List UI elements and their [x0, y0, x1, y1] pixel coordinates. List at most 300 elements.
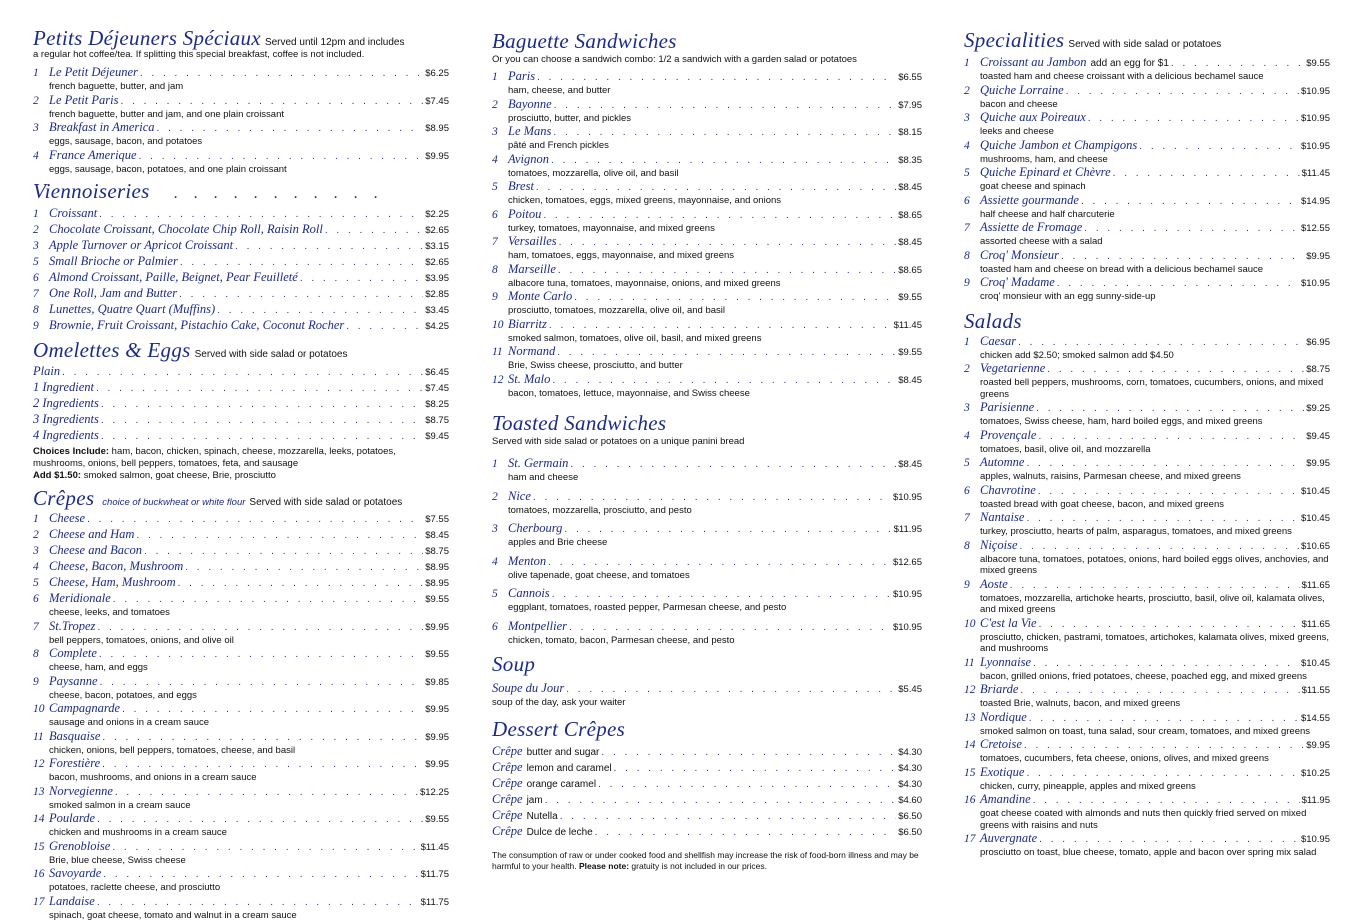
- item-description: chicken, onions, bell peppers, tomatoes, cheese, and basil: [33, 745, 449, 757]
- item-name-text: Chavrotine: [980, 483, 1036, 497]
- menu-item-row: [964, 765, 1330, 781]
- item-price: $6.55: [898, 71, 922, 85]
- section-heading: Salads: [964, 309, 1022, 333]
- item-number: 2: [964, 362, 980, 376]
- item-name-text: Plain: [33, 364, 60, 378]
- item-price: $11.45: [1302, 167, 1330, 181]
- section-heading: Soup: [492, 652, 535, 676]
- item-description: leeks and cheese: [964, 126, 1330, 138]
- item-name: [33, 412, 99, 426]
- item-list: [492, 456, 922, 646]
- item-number: 9: [33, 319, 49, 333]
- menu-item-row: [492, 776, 922, 792]
- item-name: [49, 318, 344, 332]
- item-description: toasted Brie, walnuts, bacon, and mixed greens: [964, 698, 1330, 710]
- item-name: [49, 559, 183, 573]
- item-price: $5.45: [898, 683, 922, 697]
- item-name: [980, 165, 1111, 179]
- item-name-text: Quiche Epinard et Chèvre: [980, 165, 1111, 179]
- menu-item-row: [33, 756, 449, 772]
- dot-leader: [552, 374, 896, 388]
- item-description: chicken, tomatoes, eggs, mixed greens, mayonnaise, and onions: [492, 195, 922, 207]
- menu-item-row: [492, 152, 922, 168]
- item-name: [508, 124, 551, 138]
- dot-leader: [101, 430, 423, 444]
- item-description: eggs, sausage, bacon, potatoes, and one plain croissant: [33, 164, 449, 176]
- menu-item: [964, 483, 1330, 511]
- menu-item: [33, 701, 449, 729]
- item-name: [508, 262, 556, 276]
- dot-leader: [1026, 457, 1304, 471]
- item-name-text: Basquaise: [49, 729, 100, 743]
- item-description: chicken, tomato, bacon, Parmesan cheese, and pesto: [492, 635, 922, 647]
- menu-item: [33, 254, 449, 270]
- item-name: [49, 286, 177, 300]
- item-name: [980, 737, 1022, 751]
- item-name: [49, 839, 110, 853]
- item-number: 6: [964, 194, 980, 208]
- section-heading: Toasted Sandwiches: [492, 411, 666, 435]
- item-name: [980, 616, 1037, 630]
- dot-leader: [1038, 430, 1304, 444]
- item-price: $6.95: [1306, 336, 1330, 350]
- item-price: $9.45: [425, 430, 449, 444]
- menu-item-row: [492, 344, 922, 360]
- item-name-text: Provençale: [980, 428, 1036, 442]
- item-name-text: St. Malo: [508, 372, 550, 386]
- item-name-text: 3 Ingredients: [33, 412, 99, 426]
- menu-item: [33, 396, 449, 412]
- item-name-text: Paris: [508, 69, 535, 83]
- dot-leader: [178, 577, 424, 591]
- item-name-text: Niçoise: [980, 538, 1018, 552]
- item-name-text: Croq' Monsieur: [980, 248, 1059, 262]
- item-name-text: Le Petit Paris: [49, 93, 118, 107]
- dot-leader: [564, 523, 891, 537]
- section-note: Served with side salad or potatoes: [249, 497, 402, 508]
- menu-item-row: [33, 543, 449, 559]
- menu-item-row: [964, 400, 1330, 416]
- item-price: $9.95: [425, 703, 449, 717]
- dot-leader: [1039, 833, 1299, 847]
- item-price: $11.45: [421, 841, 449, 855]
- item-name: [49, 270, 298, 284]
- item-number: 3: [492, 522, 508, 536]
- item-name-text: 1 Ingredient: [33, 380, 94, 394]
- menu-item: [492, 521, 922, 549]
- item-name: [49, 65, 138, 79]
- item-name-text: Nantaise: [980, 510, 1024, 524]
- item-price: $10.95: [1301, 140, 1330, 154]
- item-number: 2: [33, 223, 49, 237]
- item-price: $12.55: [1301, 222, 1330, 236]
- item-name-text: Cheese and Ham: [49, 527, 134, 541]
- item-description: ham and cheese: [492, 472, 922, 484]
- item-price: $12.25: [420, 786, 449, 800]
- item-name-text: Le Mans: [508, 124, 551, 138]
- menu-item: [33, 148, 449, 176]
- menu-item: [33, 894, 449, 921]
- menu-item: [33, 591, 449, 619]
- item-name-text: Lyonnaise: [980, 655, 1031, 669]
- dot-leader: [1033, 794, 1300, 808]
- section-heading: Specialities: [964, 28, 1064, 52]
- item-number: 5: [33, 576, 49, 590]
- footer-note-text: gratuity is not included in our prices.: [631, 861, 767, 871]
- item-description: bell peppers, tomatoes, onions, and olive oil: [33, 635, 449, 647]
- menu-item: [492, 586, 922, 614]
- item-number: 7: [33, 287, 49, 301]
- menu-item-row: [964, 455, 1330, 471]
- item-price: $6.50: [898, 810, 922, 824]
- dot-leader: [1024, 739, 1304, 753]
- item-name: [980, 138, 1137, 152]
- menu-item-row: [492, 554, 922, 570]
- item-name: [980, 455, 1024, 469]
- section-petits-dejeuners: [33, 28, 449, 175]
- omelette-choices: [33, 446, 449, 482]
- dot-leader: [62, 366, 423, 380]
- item-name: [508, 179, 534, 193]
- item-name-text: Cheese: [49, 511, 85, 525]
- menu-item-row: [492, 808, 922, 824]
- item-description: prosciutto, tomatoes, mozzarella, olive oil, and basil: [492, 305, 922, 317]
- dot-leader: [1113, 167, 1300, 181]
- item-price: $7.45: [425, 95, 449, 109]
- menu-item: [492, 207, 922, 235]
- menu-item-row: [964, 248, 1330, 264]
- dot-leader: [574, 291, 896, 305]
- dot-leader: [1171, 57, 1304, 71]
- item-price: $8.25: [425, 398, 449, 412]
- item-number: 15: [964, 766, 980, 780]
- item-list: [33, 206, 449, 334]
- section-heading: Petits Déjeuners Spéciaux: [33, 26, 261, 50]
- item-number: 9: [33, 675, 49, 689]
- menu-item-row: [964, 616, 1330, 632]
- dot-leader: [115, 786, 418, 800]
- dot-leader: [614, 762, 897, 776]
- item-description: tomatoes, basil, olive oil, and mozzarella: [964, 444, 1330, 456]
- menu-item: [492, 776, 922, 792]
- item-name-text: Crêpe: [492, 792, 523, 806]
- item-name-text: Paysanne: [49, 674, 98, 688]
- item-name: [49, 619, 95, 633]
- item-name-text: Vegetarienne: [980, 361, 1045, 375]
- dot-leader: [1033, 657, 1299, 671]
- menu-item-row: [33, 148, 449, 164]
- item-name: [33, 380, 94, 394]
- item-price: $4.30: [898, 762, 922, 776]
- dot-leader: [87, 513, 423, 527]
- item-name-text: Exotique: [980, 765, 1024, 779]
- menu-item-row: [964, 682, 1330, 698]
- item-name: [508, 69, 535, 83]
- item-number: 5: [964, 166, 980, 180]
- item-name: [49, 302, 215, 316]
- item-note: add an egg for $1: [1091, 58, 1169, 69]
- dot-leader: [553, 126, 896, 140]
- menu-item-row: [964, 334, 1330, 350]
- item-name: [980, 55, 1169, 71]
- item-number: 9: [964, 578, 980, 592]
- item-number: 4: [964, 429, 980, 443]
- dot-leader: [554, 99, 896, 113]
- item-note: lemon and caramel: [527, 763, 612, 774]
- item-name-text: 2 Ingredients: [33, 396, 99, 410]
- section-subtitle: Served with side salad or potatoes on a unique panini bread: [492, 436, 922, 448]
- item-number: 4: [492, 555, 508, 569]
- dot-leader: [112, 841, 418, 855]
- item-name-text: Aoste: [980, 577, 1008, 591]
- item-name-text: Versailles: [508, 234, 557, 248]
- item-list: [33, 511, 449, 921]
- item-name: [49, 527, 134, 541]
- dot-leader: [101, 398, 423, 412]
- menu-item: [492, 824, 922, 840]
- item-note: jam: [527, 795, 543, 806]
- item-description: prosciutto on toast, blue cheese, tomato, apple and bacon over spring mix salad: [964, 847, 1330, 859]
- section-title: [492, 31, 922, 52]
- menu-item: [492, 760, 922, 776]
- item-name: [980, 220, 1082, 234]
- menu-item-row: [33, 206, 449, 222]
- menu-item-row: [492, 824, 922, 840]
- menu-item-row: [964, 275, 1330, 291]
- menu-item: [33, 428, 449, 444]
- section-title: [492, 413, 922, 434]
- menu-item: [492, 489, 922, 517]
- menu-item-row: [492, 681, 922, 697]
- item-number: 5: [492, 180, 508, 194]
- menu-item: [964, 220, 1330, 248]
- item-price: $8.45: [898, 236, 922, 250]
- item-price: $9.85: [425, 676, 449, 690]
- item-name: [508, 152, 549, 166]
- menu-item-row: [964, 83, 1330, 99]
- menu-item: [964, 55, 1330, 83]
- item-name-text: Poitou: [508, 207, 541, 221]
- section-title: [33, 340, 449, 361]
- item-price: $9.55: [1306, 57, 1330, 71]
- item-price: $9.55: [425, 648, 449, 662]
- item-description: chicken, curry, pineapple, apples and mixed greens: [964, 781, 1330, 793]
- item-number: 6: [964, 484, 980, 498]
- item-name-text: Norvegienne: [49, 784, 113, 798]
- dot-leader: [180, 256, 423, 270]
- menu-item: [33, 646, 449, 674]
- footer-note-label: Please note:: [579, 861, 629, 871]
- section-subtitle: Or you can choose a sandwich combo: 1/2 a sandwich with a garden salad or potatoes: [492, 54, 922, 66]
- menu-item: [964, 193, 1330, 221]
- item-name-text: Brownie, Fruit Croissant, Pistachio Cake, Coconut Rocher: [49, 318, 344, 332]
- menu-item: [33, 619, 449, 647]
- item-price: $9.95: [425, 758, 449, 772]
- item-name: [49, 543, 142, 557]
- item-name: [49, 222, 323, 236]
- item-price: $7.45: [425, 382, 449, 396]
- dot-leader: [102, 731, 423, 745]
- item-list: [964, 55, 1330, 303]
- item-price: $8.45: [898, 458, 922, 472]
- section-crepes: [33, 488, 449, 921]
- item-description: toasted bread with goat cheese, bacon, and mixed greens: [964, 499, 1330, 511]
- item-name: [980, 655, 1031, 669]
- menu-item: [964, 538, 1330, 577]
- section-heading: Viennoiseries: [33, 179, 150, 203]
- dot-leader: [235, 240, 423, 254]
- item-number: 6: [492, 208, 508, 222]
- menu-item-row: [964, 792, 1330, 808]
- item-number: 7: [492, 235, 508, 249]
- menu-item: [33, 729, 449, 757]
- menu-item: [33, 511, 449, 527]
- item-name-text: St. Germain: [508, 456, 568, 470]
- item-name: [980, 710, 1027, 724]
- item-number: 3: [33, 121, 49, 135]
- item-name: [49, 93, 118, 107]
- item-price: $9.95: [425, 150, 449, 164]
- item-name-text: Quiche aux Poireaux: [980, 110, 1086, 124]
- dot-leader: [1057, 277, 1299, 291]
- dot-leader: [122, 703, 423, 717]
- item-description: apples, walnuts, raisins, Parmesan cheese, and mixed greens: [964, 471, 1330, 483]
- menu-item-row: [33, 674, 449, 690]
- item-name-text: Assiette de Fromage: [980, 220, 1082, 234]
- item-description: Brie, Swiss cheese, prosciutto, and butter: [492, 360, 922, 372]
- item-price: $2.65: [425, 256, 449, 270]
- item-price: $11.95: [894, 523, 922, 537]
- dot-leader: [96, 382, 423, 396]
- menu-item-row: [33, 559, 449, 575]
- item-description: goat cheese coated with almonds and nuts then quickly fried served on mixed greens with raisins and nuts: [964, 808, 1330, 831]
- item-list: [33, 364, 449, 444]
- dot-leader: [1026, 512, 1298, 526]
- menu-item-row: [492, 97, 922, 113]
- item-description: eggplant, tomatoes, roasted pepper, Parmesan cheese, and pesto: [492, 602, 922, 614]
- item-note: butter and sugar: [527, 747, 600, 758]
- item-name: [49, 866, 101, 880]
- item-name: [508, 207, 541, 221]
- item-name: [980, 538, 1018, 552]
- item-name-text: Montpellier: [508, 619, 567, 633]
- dot-leader: [300, 272, 423, 286]
- menu-item: [964, 165, 1330, 193]
- menu-item-row: [33, 428, 449, 444]
- dot-leader: [97, 813, 423, 827]
- menu-item: [33, 65, 449, 93]
- menu-item: [492, 344, 922, 372]
- dot-leader: [1020, 684, 1299, 698]
- item-name-text: Lunettes, Quatre Quart (Muffins): [49, 302, 215, 316]
- item-number: 8: [33, 303, 49, 317]
- item-price: $9.95: [425, 621, 449, 635]
- dot-leader: [1047, 363, 1304, 377]
- item-number: 7: [964, 511, 980, 525]
- menu-item-row: [492, 179, 922, 195]
- menu-item-row: [964, 655, 1330, 671]
- menu-item: [492, 792, 922, 808]
- item-number: 11: [964, 656, 980, 670]
- item-name: [980, 428, 1036, 442]
- item-description: goat cheese and spinach: [964, 181, 1330, 193]
- item-description: tomatoes, mozzarella, artichoke hearts, prosciutto, basil, olive oil, kalamata olives, and mixed greens: [964, 593, 1330, 616]
- item-number: 8: [964, 249, 980, 263]
- item-name: [33, 396, 99, 410]
- column-middle: [492, 31, 922, 872]
- item-name: [49, 646, 97, 660]
- item-list: [964, 334, 1330, 859]
- item-name-text: Cherbourg: [508, 521, 562, 535]
- menu-item-row: [492, 289, 922, 305]
- menu-item: [964, 83, 1330, 111]
- item-price: $8.65: [898, 264, 922, 278]
- item-name-text: Crêpe: [492, 824, 523, 838]
- item-name: [49, 811, 95, 825]
- item-name-text: Cannois: [508, 586, 550, 600]
- menu-item: [33, 674, 449, 702]
- item-number: 17: [964, 832, 980, 846]
- menu-item-row: [33, 120, 449, 136]
- item-name: [980, 83, 1064, 97]
- dot-leader: [543, 209, 896, 223]
- dot-leader: [1039, 618, 1300, 632]
- item-price: $7.95: [898, 99, 922, 113]
- dot-leader: [120, 95, 423, 109]
- item-number: 11: [33, 730, 49, 744]
- menu-item: [33, 543, 449, 559]
- menu-item-row: [33, 286, 449, 302]
- menu-item: [33, 784, 449, 812]
- dot-leader: [533, 491, 891, 505]
- item-price: $9.55: [898, 346, 922, 360]
- item-description: cheese, bacon, potatoes, and eggs: [33, 690, 449, 702]
- dot-leader: [1084, 222, 1299, 236]
- item-price: $9.55: [898, 291, 922, 305]
- menu-item-row: [33, 575, 449, 591]
- item-description: bacon and cheese: [964, 99, 1330, 111]
- menu-item-row: [492, 619, 922, 635]
- item-price: $4.30: [898, 746, 922, 760]
- item-description: ham, cheese, and butter: [492, 85, 922, 97]
- item-name: [508, 586, 550, 600]
- menu-item-row: [964, 538, 1330, 554]
- section-title: [964, 311, 1330, 332]
- dot-leader: [1139, 140, 1299, 154]
- item-price: $11.75: [421, 896, 449, 910]
- menu-item-row: [492, 317, 922, 333]
- menu-item-row: [33, 729, 449, 745]
- menu-item-row: [492, 372, 922, 388]
- item-name-text: Savoyarde: [49, 866, 101, 880]
- item-number: 8: [33, 647, 49, 661]
- item-name: [49, 575, 176, 589]
- dot-leader: [346, 320, 423, 334]
- dot-leader: [102, 758, 423, 772]
- dot-leader: [595, 826, 897, 840]
- item-description: bacon, grilled onions, fried potatoes, cheese, poached egg, and mixed greens: [964, 671, 1330, 683]
- item-name: [508, 317, 547, 331]
- item-name: [49, 591, 111, 605]
- item-name: [492, 824, 593, 840]
- item-description: assorted cheese with a salad: [964, 236, 1330, 248]
- menu-item-row: [33, 591, 449, 607]
- item-name-text: Quiche Lorraine: [980, 83, 1064, 97]
- item-number: 3: [33, 239, 49, 253]
- item-name-text: Cheese and Bacon: [49, 543, 142, 557]
- item-description: french baguette, butter, and jam: [33, 81, 449, 93]
- menu-item-row: [492, 744, 922, 760]
